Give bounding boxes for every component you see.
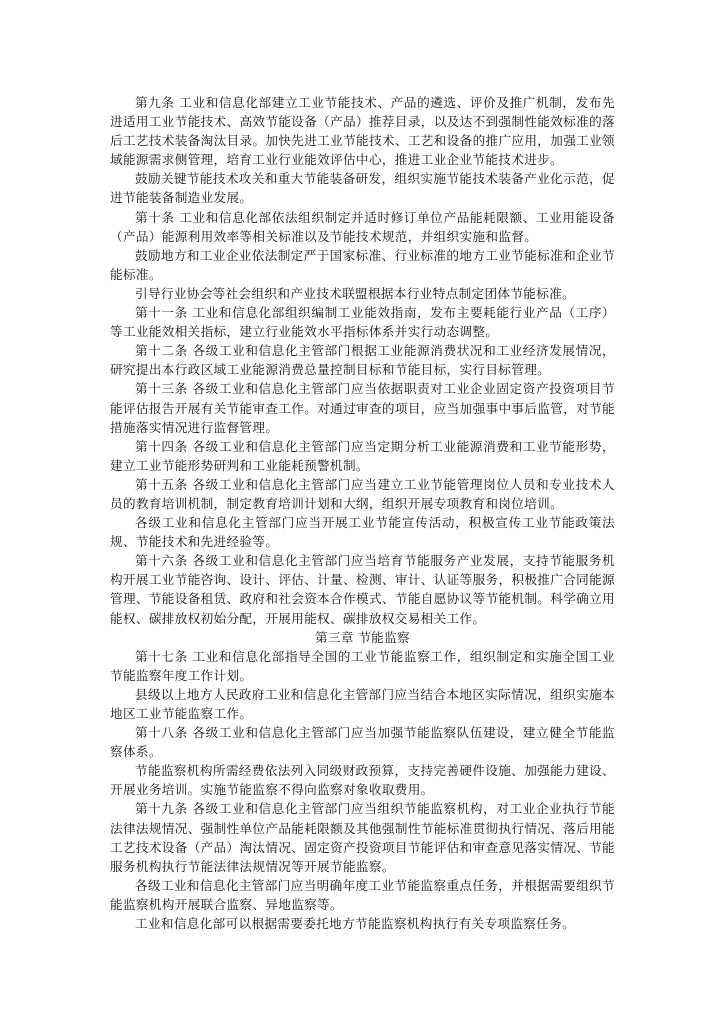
chapter-3-heading: 第三章 节能监察 — [315, 629, 410, 645]
article-12-paragraph: 第十二条 各级工业和信息化主管部门根据工业能源消费状况和工业经济发展情况，研究提出本行政区域工业能源消费总量控制目标和节能目标，实行目标管理。 — [110, 343, 615, 378]
article-10-paragraph: 第十条 工业和信息化部依法组织制定并适时修订单位产品能耗限额、工业用能设备（产品）能源利用效率等相关标准以及节能技术规范，并组织实施和监督。 — [110, 209, 615, 244]
article-18-paragraph: 第十八条 各级工业和信息化主管部门应当加强节能监察队伍建设，建立健全节能监察体系。 — [110, 725, 615, 760]
article-19-paragraph: 第十九条 各级工业和信息化主管部门应当组织节能监察机构，对工业企业执行节能法律法规情况、强制性单位产品能耗限额及其他强制性节能标准贯彻执行情况、落后用能工艺技术设备（产品）淘汰情况、固定资产投资项目节能评估和审查意见落实情况、节能服务机构执行节能法律法规情况等开展节能监察。 — [110, 801, 615, 874]
annual-tasks-paragraph: 各级工业和信息化主管部门应当明确年度工业节能监察重点任务，并根据需要组织节能监察机构开展联合监察、异地监察等。 — [110, 877, 615, 912]
local-supervision-paragraph: 县级以上地方人民政府工业和信息化主管部门应当结合本地区实际情况，组织实施本地区工业节能监察工作。 — [110, 686, 615, 721]
article-15-paragraph: 第十五条 各级工业和信息化主管部门应当建立工业节能管理岗位人员和专业技术人员的教育培训机制，制定教育培训计划和大纲，组织开展专项教育和岗位培训。 — [110, 476, 615, 511]
equipment-rd-paragraph: 鼓励关键节能技术攻关和重大节能装备研发，组织实施节能技术装备产业化示范，促进节能装备制造业发展。 — [110, 171, 615, 206]
article-16-paragraph: 第十六条 各级工业和信息化主管部门应当培育节能服务产业发展，支持节能服务机构开展工业节能咨询、设计、评估、计量、检测、审计、认证等服务，积极推广合同能源管理、节能设备租赁、政府和社会资本合作模式、节能自愿协议等节能机制。科学确立用能权、碳排放权初始分配，开展用能权、碳排放权交易相关工作。 — [110, 553, 615, 626]
document-page — [110, 93, 615, 933]
publicity-paragraph: 各级工业和信息化主管部门应当开展工业节能宣传活动，积极宣传工业节能政策法规、节能技术和先进经验等。 — [110, 515, 615, 550]
delegation-paragraph: 工业和信息化部可以根据需要委托地方节能监察机构执行有关专项监察任务。 — [135, 916, 576, 932]
article-9-paragraph: 第九条 工业和信息化部建立工业节能技术、产品的遴选、评价及推广机制，发布先进适用工业节能技术、高效节能设备（产品）推荐目录，以及达不到强制性能效标准的落后工艺技术装备淘汰目录。加快先进工业节能技术、工艺和设备的推广应用，加强工业领域能源需求侧管理，培育工业行业能效评估中心，推进工业企业节能技术进步。 — [110, 95, 615, 168]
group-standards-paragraph: 引导行业协会等社会组织和产业技术联盟根据本行业特点制定团体节能标准。 — [135, 285, 576, 301]
local-standards-paragraph: 鼓励地方和工业企业依法制定严于国家标准、行业标准的地方工业节能标准和企业节能标准。 — [110, 247, 615, 282]
article-17-paragraph: 第十七条 工业和信息化部指导全国的工业节能监察工作，组织制定和实施全国工业节能监察年度工作计划。 — [110, 648, 615, 683]
article-14-paragraph: 第十四条 各级工业和信息化主管部门应当定期分析工业能源消费和工业节能形势，建立工业节能形势研判和工业能耗预警机制。 — [110, 438, 615, 473]
article-13-paragraph: 第十三条 各级工业和信息化主管部门应当依据职责对工业企业固定资产投资项目节能评估报告开展有关节能审查工作。对通过审查的项目，应当加强事中事后监管，对节能措施落实情况进行监督管理。 — [110, 381, 615, 435]
funding-paragraph: 节能监察机构所需经费依法列入同级财政预算，支持完善硬件设施、加强能力建设、开展业务培训。实施节能监察不得向监察对象收取费用。 — [110, 763, 615, 798]
article-11-paragraph: 第十一条 工业和信息化部组织编制工业能效指南，发布主要耗能行业产品（工序）等工业能效相关指标，建立行业能效水平指标体系并实行动态调整。 — [110, 305, 615, 340]
